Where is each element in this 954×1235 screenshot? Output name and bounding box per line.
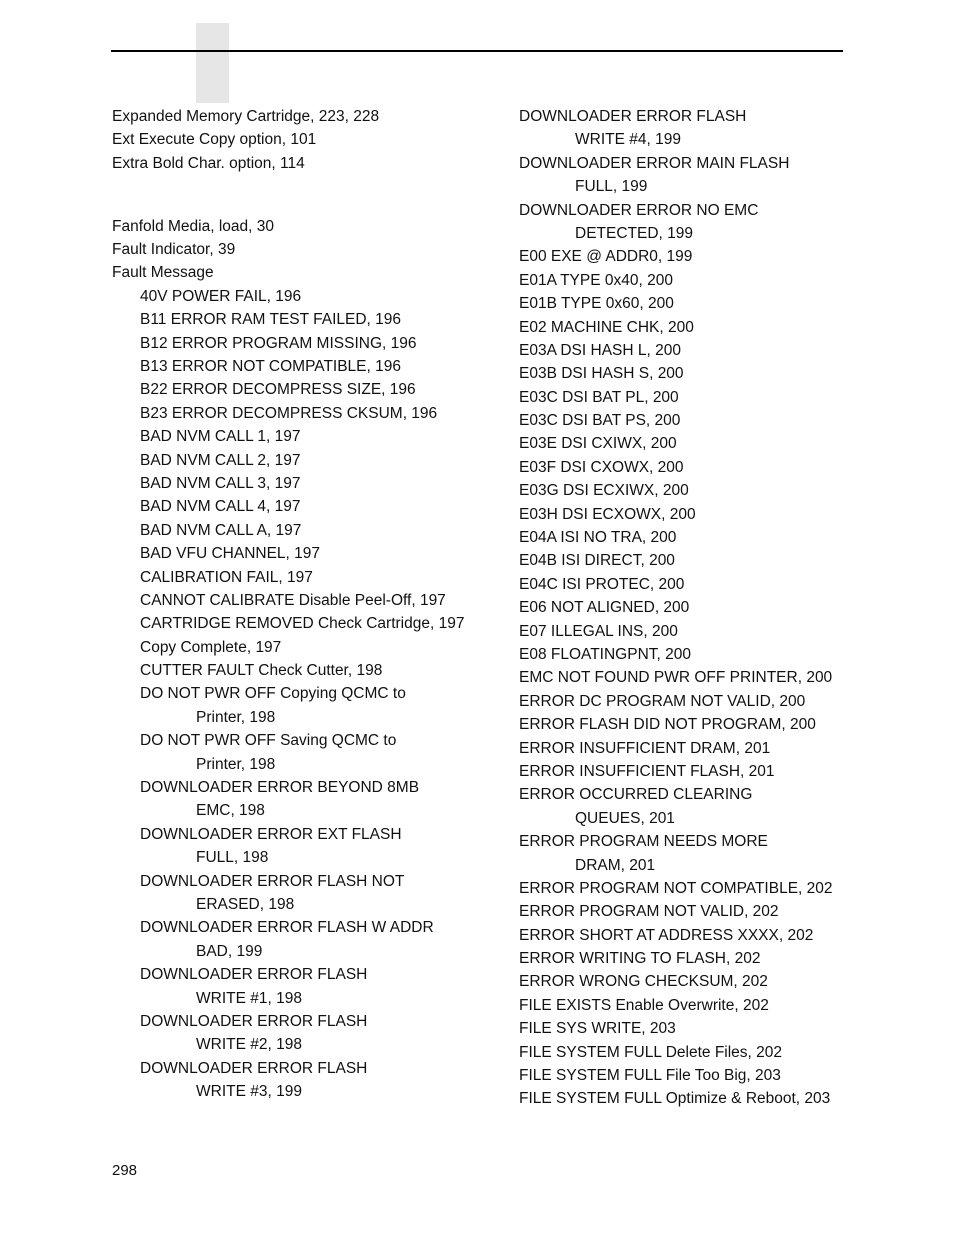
index-entry: E07 ILLEGAL INS, 200: [519, 622, 678, 640]
index-entry: E02 MACHINE CHK, 200: [519, 318, 694, 336]
index-subentry: DO NOT PWR OFF Copying QCMC to: [140, 685, 406, 703]
index-entry: Fanfold Media, load, 30: [112, 217, 274, 235]
index-continuation: WRITE #2, 198: [196, 1036, 302, 1054]
index-subentry: DOWNLOADER ERROR FLASH: [140, 1059, 368, 1077]
index-subentry: CANNOT CALIBRATE Disable Peel-Off, 197: [140, 591, 446, 609]
index-entry: ERROR WRONG CHECKSUM, 202: [519, 973, 768, 991]
index-entry: ERROR PROGRAM NOT COMPATIBLE, 202: [519, 879, 833, 897]
index-entry: E03C DSI BAT PL, 200: [519, 388, 679, 406]
index-subentry: B12 ERROR PROGRAM MISSING, 196: [140, 334, 417, 352]
index-continuation: WRITE #4, 199: [575, 131, 681, 149]
index-continuation: EMC, 198: [196, 802, 265, 820]
header-rule: [111, 50, 843, 52]
index-continuation: Printer, 198: [196, 755, 276, 773]
index-column-right: [519, 105, 849, 1111]
index-entry: E03F DSI CXOWX, 200: [519, 458, 684, 476]
index-entry: FILE SYSTEM FULL Optimize & Reboot, 203: [519, 1090, 831, 1108]
index-entry: E03H DSI ECXOWX, 200: [519, 505, 696, 523]
index-entry: E06 NOT ALIGNED, 200: [519, 599, 690, 617]
index-entry: E04A ISI NO TRA, 200: [519, 529, 677, 547]
index-continuation: WRITE #1, 198: [196, 989, 302, 1007]
index-subentry: B23 ERROR DECOMPRESS CKSUM, 196: [140, 404, 438, 422]
index-entry: E03E DSI CXIWX, 200: [519, 435, 677, 453]
index-entry: E04B ISI DIRECT, 200: [519, 552, 675, 570]
index-subentry: BAD NVM CALL 4, 197: [140, 498, 301, 516]
index-entry: E08 FLOATINGPNT, 200: [519, 645, 691, 663]
index-entry: Extra Bold Char. option, 114: [112, 154, 305, 172]
index-entry: ERROR SHORT AT ADDRESS XXXX, 202: [519, 926, 814, 944]
index-continuation: DETECTED, 199: [575, 224, 694, 242]
index-subentry: B22 ERROR DECOMPRESS SIZE, 196: [140, 381, 416, 399]
index-subentry: DOWNLOADER ERROR FLASH W ADDR: [140, 919, 434, 937]
index-entry: E03G DSI ECXIWX, 200: [519, 482, 689, 500]
index-subentry: B11 ERROR RAM TEST FAILED, 196: [140, 311, 402, 329]
index-subentry: DO NOT PWR OFF Saving QCMC to: [140, 732, 397, 750]
index-subentry: CARTRIDGE REMOVED Check Cartridge, 197: [140, 615, 465, 633]
header-tab: [196, 23, 229, 103]
index-subentry: BAD NVM CALL 3, 197: [140, 474, 301, 492]
index-entry: FILE SYSTEM FULL Delete Files, 202: [519, 1043, 783, 1061]
index-subentry: CUTTER FAULT Check Cutter, 198: [140, 662, 383, 680]
index-entry: FILE EXISTS Enable Overwrite, 202: [519, 996, 769, 1014]
index-column-left: [112, 105, 492, 1104]
index-continuation: Printer, 198: [196, 708, 276, 726]
index-entry: Fault Indicator, 39: [112, 241, 236, 259]
index-entry: E03C DSI BAT PS, 200: [519, 412, 681, 430]
index-subentry: DOWNLOADER ERROR EXT FLASH: [140, 825, 402, 843]
index-entry: FILE SYSTEM FULL File Too Big, 203: [519, 1067, 781, 1085]
index-subentry: BAD VFU CHANNEL, 197: [140, 545, 321, 563]
index-entry: E03B DSI HASH S, 200: [519, 365, 684, 383]
index-subentry: Copy Complete, 197: [140, 638, 282, 656]
index-subentry: CALIBRATION FAIL, 197: [140, 568, 313, 586]
index-subentry: DOWNLOADER ERROR FLASH: [140, 1012, 368, 1030]
index-entry: E00 EXE @ ADDR0, 199: [519, 248, 693, 266]
index-entry: E01A TYPE 0x40, 200: [519, 271, 673, 289]
index-subentry: BAD NVM CALL 2, 197: [140, 451, 301, 469]
section-gap: [112, 175, 492, 215]
index-subentry: BAD NVM CALL A, 197: [140, 521, 302, 539]
index-entry: ERROR INSUFFICIENT FLASH, 201: [519, 762, 775, 780]
index-entry: DOWNLOADER ERROR NO EMC: [519, 201, 759, 219]
index-entry: EMC NOT FOUND PWR OFF PRINTER, 200: [519, 669, 833, 687]
page-number: 298: [112, 1162, 138, 1179]
index-entry: ERROR OCCURRED CLEARING: [519, 786, 753, 804]
index-entry: E03A DSI HASH L, 200: [519, 341, 681, 359]
index-entry: Ext Execute Copy option, 101: [112, 131, 317, 149]
index-entry: E01B TYPE 0x60, 200: [519, 295, 674, 313]
index-continuation: WRITE #3, 199: [196, 1083, 302, 1101]
index-entry: DOWNLOADER ERROR MAIN FLASH: [519, 154, 790, 172]
index-continuation: DRAM, 201: [575, 856, 656, 874]
index-continuation: FULL, 199: [575, 178, 648, 196]
index-continuation: ERASED, 198: [196, 896, 295, 913]
index-entry: FILE SYS WRITE, 203: [519, 1020, 676, 1038]
index-entry: E04C ISI PROTEC, 200: [519, 575, 685, 593]
index-subentry: DOWNLOADER ERROR FLASH: [140, 966, 368, 984]
index-entry: ERROR WRITING TO FLASH, 202: [519, 950, 761, 968]
index-subentry: 40V POWER FAIL, 196: [140, 287, 302, 305]
index-continuation: QUEUES, 201: [575, 809, 675, 827]
index-continuation: BAD, 199: [196, 942, 263, 960]
index-entry: ERROR PROGRAM NOT VALID, 202: [519, 903, 779, 921]
index-entry: Expanded Memory Cartridge, 223, 228: [112, 108, 380, 125]
index-entry: DOWNLOADER ERROR FLASH: [519, 108, 747, 125]
index-subentry: DOWNLOADER ERROR BEYOND 8MB: [140, 779, 420, 797]
index-entry: ERROR PROGRAM NEEDS MORE: [519, 833, 768, 851]
index-subentry: B13 ERROR NOT COMPATIBLE, 196: [140, 358, 401, 376]
index-continuation: FULL, 198: [196, 849, 269, 867]
index-entry: ERROR DC PROGRAM NOT VALID, 200: [519, 692, 806, 710]
index-subentry: BAD NVM CALL 1, 197: [140, 428, 301, 446]
index-entry: Fault Message: [112, 264, 214, 282]
index-entry: ERROR FLASH DID NOT PROGRAM, 200: [519, 716, 816, 734]
index-entry: ERROR INSUFFICIENT DRAM, 201: [519, 739, 771, 757]
index-subentry: DOWNLOADER ERROR FLASH NOT: [140, 872, 405, 890]
